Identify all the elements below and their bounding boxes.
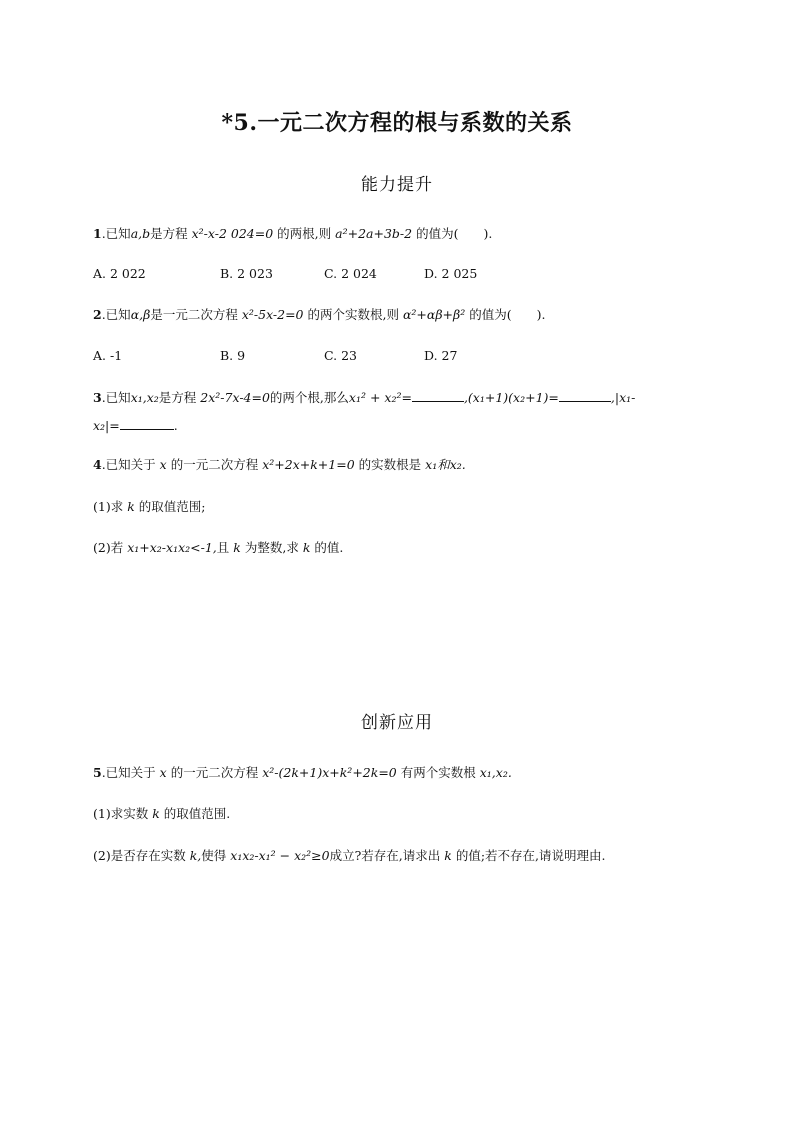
page-title: *5.一元二次方程的根与系数的关系 (221, 110, 573, 136)
question-text: (1)求实数 (93, 806, 149, 821)
option-b: B. 2 023 (220, 266, 273, 281)
expression: ,(x₁+1)(x₂+1)= (463, 390, 559, 405)
question-text: 的一元二次方程 (170, 765, 259, 780)
question-text: .已知 (101, 307, 131, 322)
question-text: .已知关于 (101, 457, 156, 472)
question-text: 是方程 (158, 390, 197, 405)
question-3-continued (93, 418, 178, 434)
option-c: C. 23 (324, 348, 357, 363)
variable: x (159, 457, 167, 472)
question-text: 且 (216, 540, 230, 555)
question-4 (93, 457, 466, 473)
variable: k, (189, 848, 202, 863)
expression: x₁x₂-x₁² − x₂²≥0 (230, 848, 330, 863)
expression: x₁+x₂-x₁x₂<-1, (127, 540, 217, 555)
expression: x₂|= (93, 418, 120, 433)
question-text: 的取值范围; (138, 499, 206, 514)
variables: a,b (130, 226, 151, 241)
question-number: 4 (93, 457, 102, 472)
question-text: 的两个根,那么 (269, 390, 349, 405)
question-text: .已知 (101, 390, 131, 405)
question-4-part-1 (93, 499, 205, 515)
question-text: (2)若 (93, 540, 124, 555)
expression: a²+2a+3b-2 (335, 226, 413, 241)
question-1 (93, 226, 492, 242)
answer-blank[interactable] (412, 390, 464, 402)
question-text: 有两个实数根 (400, 765, 476, 780)
question-number: 1 (93, 226, 102, 241)
section-heading-innovation: 创新应用 (361, 713, 433, 733)
question-text: 是方程 (150, 226, 188, 241)
expression: α²+αβ+β² (402, 307, 466, 322)
roots: x₁,x₂. (479, 765, 512, 780)
option-a: A. -1 (93, 348, 123, 363)
option-a: A. 2 022 (93, 266, 146, 281)
question-text: (2)是否存在实数 (93, 848, 186, 863)
question-number: 2 (93, 307, 102, 322)
question-text: 的实数根是 (358, 457, 422, 472)
equation: x²-5x-2=0 (241, 307, 304, 322)
expression: ,|x₁- (610, 390, 636, 405)
question-text: 是一元二次方程 (150, 307, 238, 322)
question-text: .已知 (101, 226, 131, 241)
variable: k (302, 540, 311, 555)
answer-blank[interactable] (559, 390, 611, 402)
question-5-part-1 (93, 806, 230, 822)
variable: k (127, 499, 135, 514)
question-text: 的一元二次方程 (170, 457, 259, 472)
option-c: C. 2 024 (324, 266, 377, 281)
equation: x²-x-2 024=0 (191, 226, 274, 241)
question-3 (93, 390, 635, 406)
question-text: 的两根,则 (277, 226, 332, 241)
variable: x (159, 765, 167, 780)
variable: k (152, 806, 160, 821)
question-number: 3 (93, 390, 102, 405)
question-5 (93, 765, 512, 781)
variable: k (444, 848, 452, 863)
equation: x²-(2k+1)x+k²+2k=0 (262, 765, 397, 780)
expression: x₁² + x₂²= (348, 390, 412, 405)
question-text: 的值. (314, 540, 344, 555)
question-text: (1)求 (93, 499, 124, 514)
variable: k (233, 540, 241, 555)
question-text: 成立?若存在,请求出 (329, 848, 441, 863)
equation: x²+2x+k+1=0 (262, 457, 355, 472)
question-text: . (173, 418, 178, 433)
section-heading-ability: 能力提升 (361, 175, 433, 195)
question-text: 为整数,求 (244, 540, 299, 555)
roots: x₁和x₂. (425, 457, 466, 472)
variables: x₁,x₂ (130, 390, 159, 405)
option-b: B. 9 (220, 348, 246, 363)
option-d: D. 27 (424, 348, 458, 363)
question-text: 的取值范围. (163, 806, 231, 821)
question-5-part-2 (93, 848, 606, 864)
question-text: 的两个实数根,则 (307, 307, 399, 322)
option-d: D. 2 025 (424, 266, 478, 281)
question-number: 5 (93, 765, 102, 780)
question-text: 使得 (201, 848, 227, 863)
question-text: .已知关于 (101, 765, 156, 780)
question-4-part-2 (93, 540, 343, 556)
variables: α,β (130, 307, 151, 322)
question-2 (93, 307, 546, 323)
equation: 2x²-7x-4=0 (200, 390, 270, 405)
question-text: 的值为( ). (416, 226, 493, 241)
answer-blank[interactable] (120, 418, 174, 430)
question-text: 的值为( ). (469, 307, 546, 322)
question-text: 的值;若不存在,请说明理由. (455, 848, 606, 863)
